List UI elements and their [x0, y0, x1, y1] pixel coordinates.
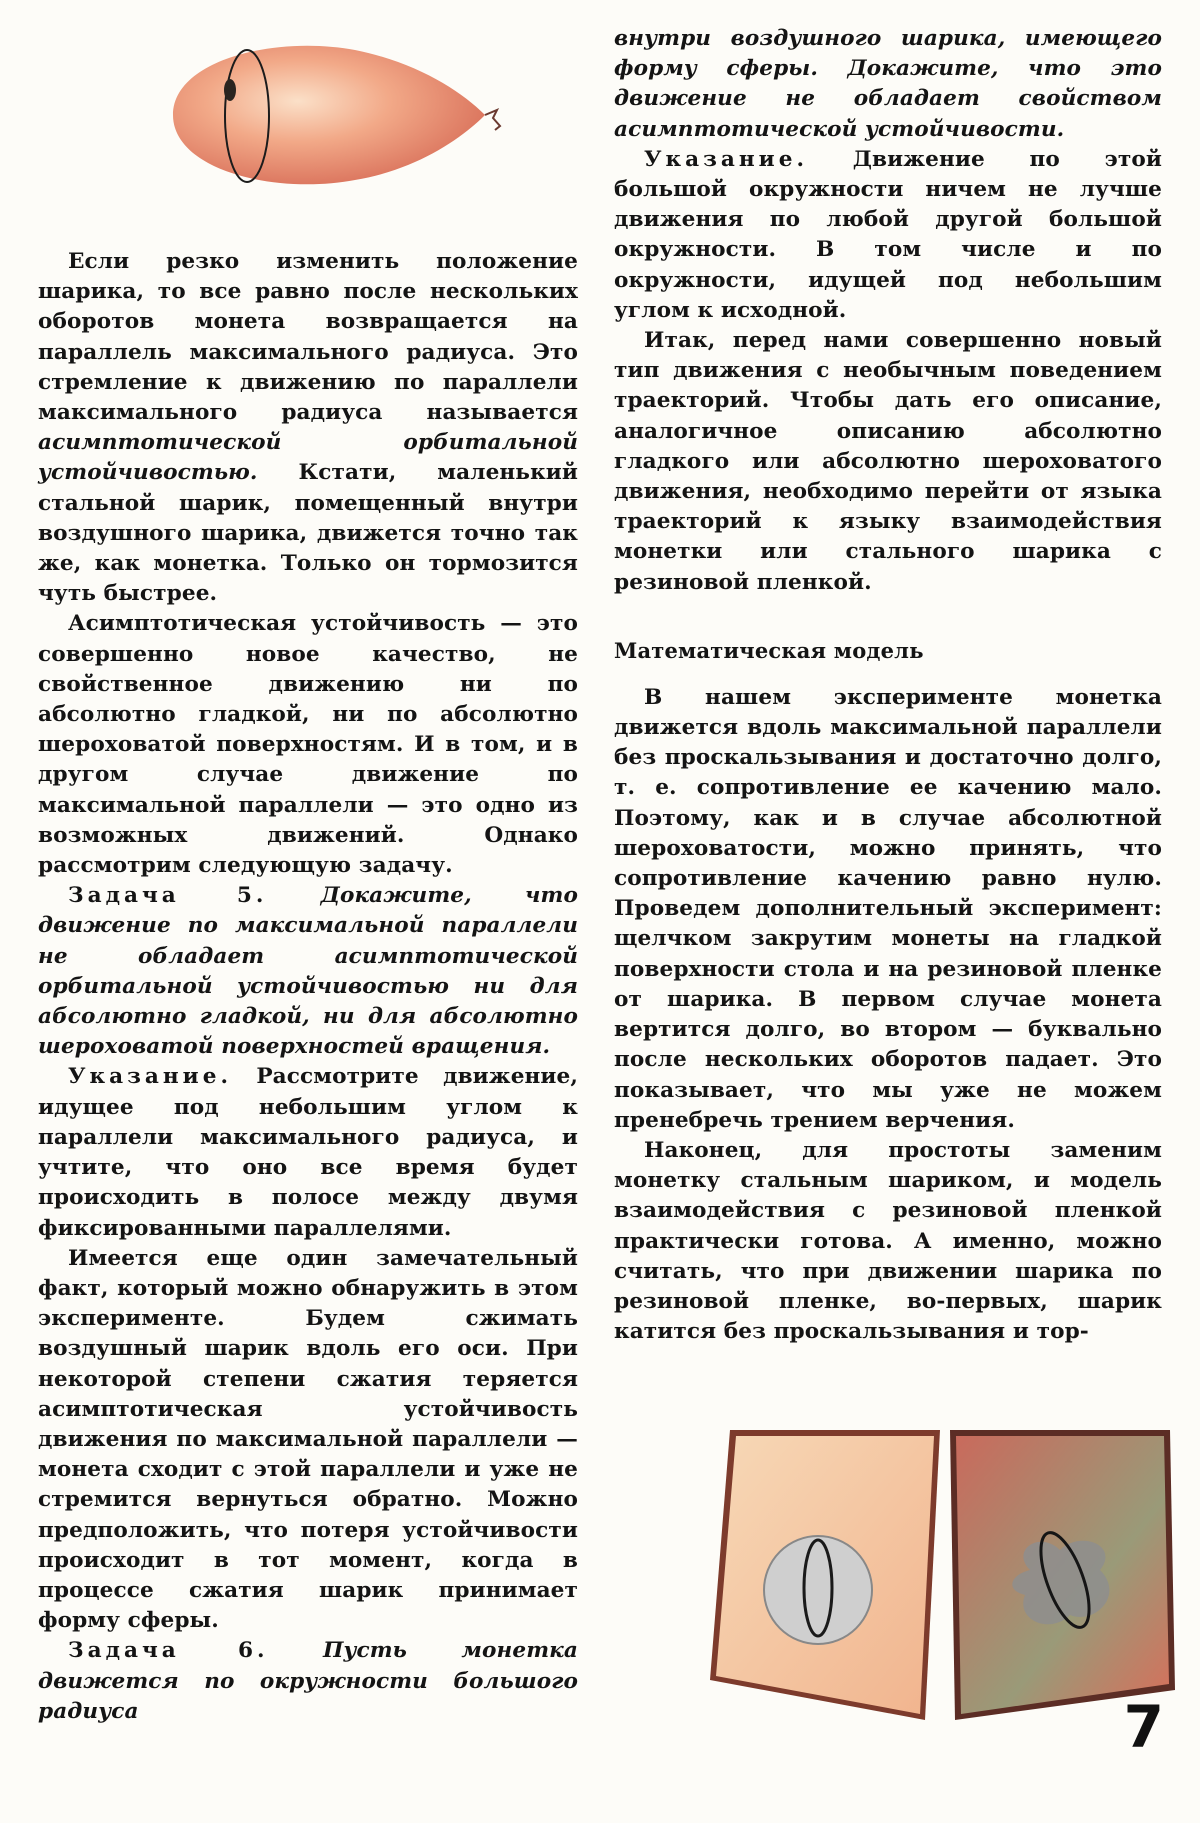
- left-column: [38, 0, 578, 1727]
- task-5: Задача 5. Докажите, что движение по максимальной параллели не обладает асимптотической орбитальной устойчивостью ни для абсолютно гладкой, ни для абсолютно шероховатой поверхностей вращения.: [38, 883, 578, 1060]
- page-number: 7: [1123, 1693, 1164, 1761]
- task-6: Задача 6. Пусть монетка движется по окружности большого радиуса: [38, 1638, 578, 1724]
- paragraph-new-motion: Итак, перед нами совершенно новый тип движения с необычным поведением траекторий. Чтобы дать его описание, аналогичное описанию абсолютно гладкого или абсолютно шероховатого движения, необходимо перейти от языка траекторий к языку взаимодействия монетки или стального шарика с резиновой пленкой.: [614, 328, 1162, 595]
- paragraph-asymptotic-stability: Асимптотическая устойчивость — это совершенно новое качество, не свойственное движению ни по абсолютно гладкой, ни по абсолютно шероховатой поверхностям. И в том, и в другом случае движение по максимальной параллели — это одно из возможных движений. Однако рассмотрим следующую задачу.: [38, 611, 578, 879]
- paragraph-balloon-orbit: Если резко изменить положение шарика, то все равно после нескольких оборотов монета возвращается на параллель максимального радиуса. Это стремление к движению по параллели максимального радиуса называется асимптотической орбитальной устойчивостью. Кстати, маленький стальной шарик, помещенный внутри воздушного шарика, движется точно так же, как монетка. Только он тормозится чуть быстрее.: [38, 249, 578, 607]
- planes-figure: [700, 1420, 1180, 1720]
- paragraph-steel-ball: Наконец, для простоты заменим монетку стальным шариком, и модель взаимодействия с резиновой пленкой практически готова. А именно, можно считать, что при движении шарика по резиновой пленке, во-первых, шарик катится без проскальзывания и тор-: [614, 1137, 1162, 1345]
- hint-2: Указание. Движение по этой большой окружности ничем не лучше движения по любой другой большой окружности. В том числе и по окружности, идущей под небольшим углом к исходной.: [614, 146, 1162, 323]
- paragraph-model: В нашем эксперименте монетка движется вдоль максимальной параллели без проскальзывания и достаточно долго, т. е. сопротивление ее качению мало. Поэтому, как и в случае абсолютной шероховатости, можно принять, что сопротивление качению равно нулю. Проведем дополнительный эксперимент: щелчком закрутим монеты на гладкой поверхности стола и на резиновой пленке от шарика. В первом случае монета вертится долго, во втором — буквально после нескольких оборотов падает. Это показывает, что мы уже не можем пренебречь трением верчения.: [614, 684, 1162, 1133]
- paragraph-compression: Имеется еще один замечательный факт, который можно обнаружить в этом эксперименте. Будем сжимать воздушный шарик вдоль его оси. При некоторой степени сжатия теряется асимптотическая устойчивость движения по максимальной параллели — монета сходит с этой параллели и уже не стремится вернуться обратно. Можно предположить, что потеря устойчивости происходит в тот момент, когда в процессе сжатия шарик принимает форму сферы.: [38, 1245, 578, 1634]
- right-column: [614, 0, 1162, 1347]
- hint-1: Указание. Рассмотрите движение, идущее под небольшим углом к параллели максимального радиуса, и учтите, что оно все время будет происходить в полосе между двумя фиксированными параллелями.: [38, 1064, 579, 1241]
- task-6-continued: внутри воздушного шарика, имеющего форму сферы. Докажите, что это движение не обладает свойством асимптотической устойчивости.: [614, 26, 1162, 142]
- section-heading: Математическая модель: [614, 637, 924, 663]
